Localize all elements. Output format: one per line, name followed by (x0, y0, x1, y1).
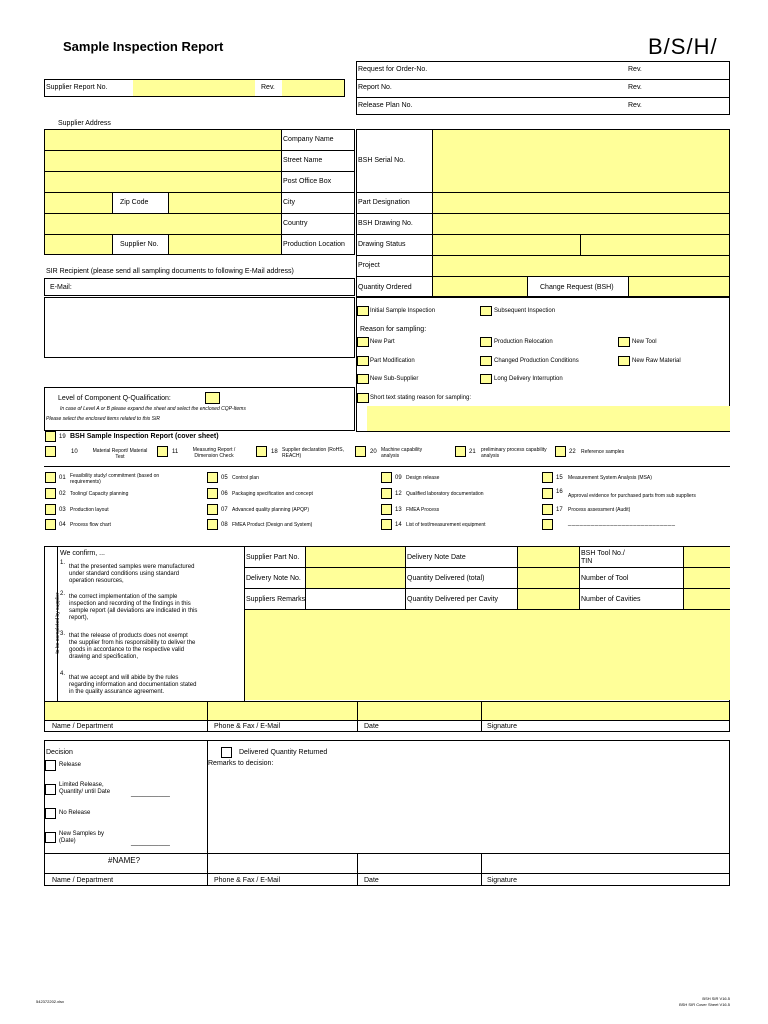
change-request-label: Change Request (BSH) (540, 284, 614, 291)
confirm-3a: that the release of products does not exempt (69, 633, 188, 639)
part-modification-label: Part Modification (370, 358, 415, 364)
delivery-note-no-field[interactable] (305, 568, 405, 588)
name-department-label: Name / Department (52, 723, 114, 730)
item-03-checkbox[interactable] (45, 504, 56, 515)
item-no: 22 (569, 449, 576, 455)
part-designation-label: Part Designation (358, 199, 410, 206)
sir-recipient-label: SIR Recipient (please send all sampling documents to following E-Mail address) (46, 268, 294, 275)
confirm-4c: in the quality assurance agreement. (69, 689, 165, 695)
item-01-checkbox[interactable] (45, 472, 56, 483)
item-18-label: Supplier declaration (RoHS, REACH) (282, 447, 344, 459)
item-no: 03 (59, 507, 66, 513)
rev-label: Rev. (628, 102, 642, 109)
city-label: City (283, 199, 296, 206)
number-of-tool-field[interactable] (683, 568, 730, 588)
confirm-2c: sample report (all deviations are indicated in this (69, 608, 198, 614)
quantity-ordered-label: Quantity Ordered (358, 284, 412, 291)
subsequent-inspection-checkbox[interactable] (480, 306, 492, 316)
confirm-1b: under standard conditions using standard (69, 571, 180, 577)
country-label: Country (283, 220, 308, 227)
qualification-note: In case of Level A or B please expand the sheet and select the enclosed CQP-Items (60, 406, 246, 412)
date-label: Date (364, 877, 379, 884)
decision-section (44, 740, 730, 886)
item-09-checkbox[interactable] (381, 472, 392, 483)
item-no: 15 (556, 475, 563, 481)
tin-label: TIN (581, 558, 593, 565)
item-09-label: Design release (406, 475, 440, 481)
release-plan-label: Release Plan No. (358, 102, 413, 109)
supplier-no-label: Supplier No. (120, 241, 159, 248)
qualification-level-field[interactable] (205, 392, 220, 404)
item-13-checkbox[interactable] (381, 504, 392, 515)
item-16-checkbox[interactable] (542, 488, 553, 499)
initial-inspection-label: Initial Sample Inspection (370, 308, 436, 314)
confirm-1c: operation resources, (69, 578, 124, 584)
release-checkbox[interactable] (45, 760, 56, 771)
item-no: 20 (370, 449, 377, 455)
footer-cover-version: BSH SIR Cover Sheet V16.5 (679, 1002, 730, 1007)
new-raw-material-label: New Raw Material (632, 358, 681, 364)
quantity-returned-label: Delivered Quantity Returned (239, 749, 328, 756)
item-17-label: Process assessment (Audit) (568, 507, 631, 513)
changed-production-checkbox[interactable] (480, 356, 492, 366)
limited-release-checkbox[interactable] (45, 784, 56, 795)
item-no: 06 (221, 491, 228, 497)
item-15-label: Measurement System Analysis (MSA) (568, 475, 652, 481)
date-label: Date (364, 723, 379, 730)
email-field[interactable] (44, 297, 355, 358)
supplier-address-label: Supplier Address (58, 120, 111, 127)
item-no: 14 (395, 522, 402, 528)
delivery-note-date-label: Delivery Note Date (407, 554, 466, 561)
item-no: 02 (59, 491, 66, 497)
part-modification-checkbox[interactable] (357, 356, 369, 366)
item-no: 10 (71, 449, 78, 455)
item-no: 05 (221, 475, 228, 481)
remarks-to-decision-label: Remarks to decision: (208, 760, 274, 767)
production-relocation-checkbox[interactable] (480, 337, 492, 347)
rev-label: Rev. (628, 84, 642, 91)
bsh-serial-label: BSH Serial No. (358, 157, 406, 164)
confirm-2a: the correct implementation of the sample (69, 594, 178, 600)
item-11-checkbox[interactable] (157, 446, 168, 457)
name-department-label: Name / Department (52, 877, 114, 884)
email-row (44, 278, 355, 296)
item-21-label: preliminary process capability analysis (481, 447, 547, 459)
qualification-label: Level of Component Q-Qualification: (58, 395, 171, 402)
quantity-total-label: Quantity Delivered (total) (407, 575, 485, 582)
item-18-checkbox[interactable] (256, 446, 267, 457)
quantity-total-field[interactable] (517, 568, 579, 588)
supplier-remarks-field[interactable] (244, 609, 730, 700)
item-10-label: Material Report/ Material Test (92, 448, 148, 460)
item-no: 08 (221, 522, 228, 528)
item-02-checkbox[interactable] (45, 488, 56, 499)
confirm-4a: that we accept and will abide by the rules (69, 675, 179, 681)
bsh-logo: B/S/H/ (648, 34, 718, 59)
quantity-per-cavity-label: Quantity Delivered per Cavity (407, 596, 499, 603)
item-01-label: Feasibility study/ commitment (based on requirements) (70, 473, 160, 485)
reason-for-sampling-label: Reason for sampling: (360, 326, 427, 333)
confirm-num-3: 3. (60, 631, 66, 637)
new-tool-checkbox[interactable] (618, 337, 630, 347)
item-no: 09 (395, 475, 402, 481)
item-22-label: Reference samples (581, 449, 625, 455)
item-17-checkbox[interactable] (542, 504, 553, 515)
supplier-report-rev-field[interactable] (282, 80, 344, 96)
item-04-checkbox[interactable] (45, 519, 56, 530)
limited-release-label: Limited Release, (59, 782, 104, 788)
bsh-tool-no-field[interactable] (683, 547, 730, 567)
bsh-tool-no-label: BSH Tool No./ (581, 550, 625, 557)
confirm-num-1: 1. (60, 560, 66, 566)
confirm-2d: report), (69, 615, 89, 621)
item-07-label: Advanced quality planning (APQP) (232, 507, 309, 513)
item-12-checkbox[interactable] (381, 488, 392, 499)
name-error-value: #NAME? (108, 856, 141, 865)
new-part-checkbox[interactable] (357, 337, 369, 347)
new-samples-label: New Samples by (59, 831, 105, 837)
production-location-label: Production Location (283, 241, 345, 248)
phone-email-label: Phone & Fax / E-Mail (214, 723, 281, 730)
item-20-checkbox[interactable] (355, 446, 366, 457)
short-text-field[interactable] (367, 406, 730, 431)
item-08-label: FMEA Product (Design and System) (232, 522, 313, 528)
supplier-signature-fields[interactable] (45, 702, 729, 720)
confirm-4b: regarding information and documentation stated (69, 682, 197, 688)
item-14-label: List of test/measurement equipment (406, 522, 486, 528)
footer-version: BSH SIR V16.5 (702, 996, 730, 1001)
report-no-label: Report No. (358, 84, 392, 91)
initial-inspection-checkbox[interactable] (357, 306, 369, 316)
item-05-checkbox[interactable] (207, 472, 218, 483)
delivery-note-no-label: Delivery Note No. (246, 575, 301, 582)
item-06-label: Packaging specification and concept (232, 491, 313, 497)
item-no: 17 (556, 507, 563, 513)
release-label: Release (59, 762, 82, 768)
limited-release-underline: __________ (131, 790, 170, 797)
confirm-num-4: 4. (60, 671, 66, 677)
item-no: 21 (469, 449, 476, 455)
item-no: 12 (395, 491, 402, 497)
footer-filename: 542372202.xlsx (36, 999, 65, 1004)
new-samples-checkbox[interactable] (45, 832, 56, 843)
page-title: Sample Inspection Report (63, 39, 224, 54)
item-no: 04 (59, 522, 66, 528)
phone-email-label: Phone & Fax / E-Mail (214, 877, 281, 884)
rev-label: Rev. (628, 66, 642, 73)
item-20-label: Machine capability analysis (381, 447, 423, 459)
to-be-completed-label: to be completed by supplier (55, 592, 61, 654)
project-label: Project (358, 262, 380, 269)
production-relocation-label: Production Relocation (494, 339, 553, 345)
item-11-label: Measuring Report / Dimension Check (192, 447, 236, 459)
short-text-label: Short text stating reason for sampling: (370, 395, 472, 401)
we-confirm-title: We confirm, ... (60, 550, 105, 557)
no-release-label: No Release (59, 810, 91, 816)
cover-sheet-checkbox[interactable] (45, 431, 56, 442)
new-samples-date-label: (Date) (59, 838, 76, 844)
delivery-note-date-field[interactable] (517, 547, 579, 567)
confirm-3b: the supplier from his responsibility to deliver the (69, 640, 196, 646)
suppliers-remarks-label: Suppliers Remarks (246, 596, 306, 603)
new-raw-material-checkbox[interactable] (618, 356, 630, 366)
item-no: 18 (271, 449, 278, 455)
confirm-3d: drawing and specification, (69, 654, 139, 660)
item-16-label: Approval evidence for purchased parts from sub suppliers (568, 493, 696, 499)
post-office-box-label: Post Office Box (283, 178, 332, 185)
supplier-part-no-label: Supplier Part No. (246, 554, 300, 561)
number-of-cavities-field[interactable] (683, 589, 730, 609)
item-08-checkbox[interactable] (207, 519, 218, 530)
quantity-per-cavity-field[interactable] (517, 589, 579, 609)
long-delivery-checkbox[interactable] (480, 374, 492, 384)
supplier-report-no-field[interactable] (133, 80, 255, 96)
changed-production-label: Changed Production Conditions (494, 358, 579, 364)
request-order-label: Request for Order-No. (358, 66, 428, 73)
item-22-checkbox[interactable] (555, 446, 566, 457)
new-tool-label: New Tool (632, 339, 657, 345)
confirm-2b: inspection and recording of the findings in this (69, 601, 191, 607)
short-text-checkbox[interactable] (357, 393, 369, 403)
confirm-num-2: 2. (60, 591, 66, 597)
item-07-checkbox[interactable] (207, 504, 218, 515)
new-samples-underline: __________ (131, 839, 170, 846)
item-12-label: Qualified laboratory documentation (406, 491, 484, 497)
supplier-report-no-label: Supplier Report No. (46, 84, 108, 91)
new-sub-supplier-checkbox[interactable] (357, 374, 369, 384)
signature-label: Signature (487, 877, 517, 884)
subsequent-inspection-label: Subsequent Inspection (494, 308, 556, 314)
street-name-label: Street Name (283, 157, 323, 164)
cover-sheet-label: BSH Sample Inspection Report (cover sheet) (70, 433, 219, 440)
select-items-note: Please select the enclosed items related to this SIR (46, 416, 160, 422)
item-14-checkbox[interactable] (381, 519, 392, 530)
item-no: 13 (395, 507, 402, 513)
new-sub-supplier-label: New Sub-Supplier (370, 376, 419, 382)
item-no: 19 (59, 434, 66, 440)
item-06-checkbox[interactable] (207, 488, 218, 499)
item-no: 16 (556, 489, 563, 495)
item-10-checkbox[interactable] (45, 446, 56, 457)
bsh-drawing-label: BSH Drawing No. (358, 220, 413, 227)
no-release-checkbox[interactable] (45, 808, 56, 819)
number-of-cavities-label: Number of Cavities (581, 596, 641, 603)
long-delivery-label: Long Delivery Interruption (494, 376, 563, 382)
supplier-rev-label: Rev. (261, 84, 275, 91)
item-03-label: Production layout (70, 507, 109, 513)
decision-label: Decision (46, 749, 73, 756)
item-21-checkbox[interactable] (455, 446, 466, 457)
item-15-checkbox[interactable] (542, 472, 553, 483)
item-blank-line: ____________________________ (568, 520, 676, 526)
drawing-status-label: Drawing Status (358, 241, 406, 248)
item-02-label: Tooling/ Capacity planning (70, 491, 129, 497)
company-name-label: Company Name (283, 136, 334, 143)
item-13-label: FMEA Process (406, 507, 440, 513)
zip-code-label: Zip Code (120, 199, 149, 206)
item-04-label: Process flow chart (70, 522, 111, 528)
number-of-tool-label: Number of Tool (581, 575, 629, 582)
item-05-label: Control plan (232, 475, 259, 481)
quantity-returned-checkbox[interactable] (221, 747, 232, 758)
item-blank-checkbox[interactable] (542, 519, 553, 530)
email-label: E-Mail: (50, 284, 72, 291)
limited-release-sub: Quantity/ until Date (59, 789, 111, 795)
item-no: 07 (221, 507, 228, 513)
supplier-part-no-field[interactable] (305, 547, 405, 567)
item-no: 11 (172, 449, 179, 455)
confirm-3c: goods in accordance to the respective valid (69, 647, 185, 653)
confirm-1a: that the presented samples were manufactured (69, 564, 195, 570)
signature-label: Signature (487, 723, 517, 730)
item-no: 01 (59, 475, 66, 481)
new-part-label: New Part (370, 339, 395, 345)
